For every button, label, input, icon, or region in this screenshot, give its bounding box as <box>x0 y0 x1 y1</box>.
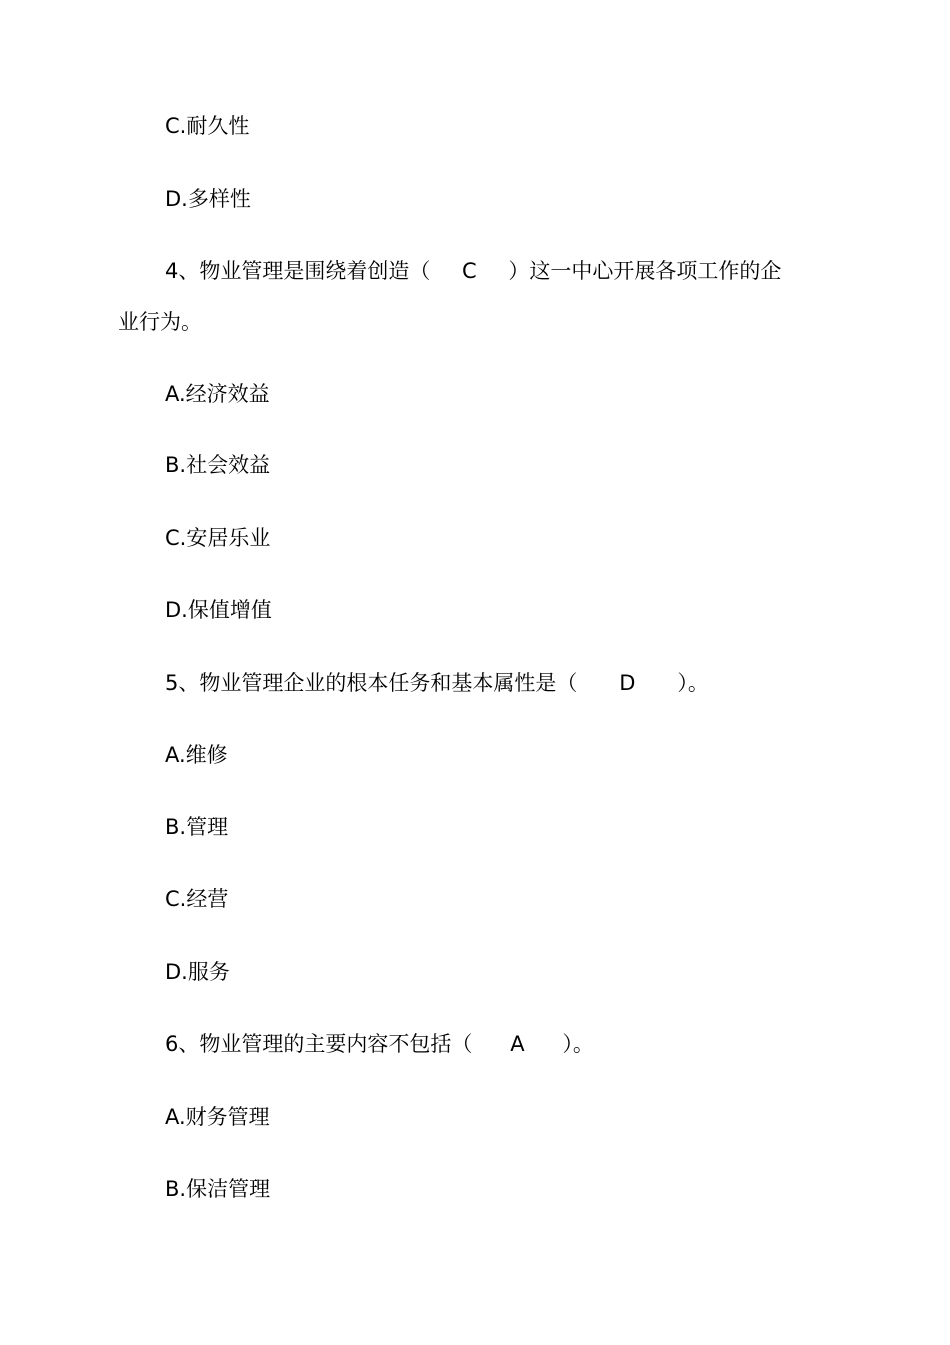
q4-option-c: C.安居乐业 <box>165 526 271 550</box>
q5-option-c: C.经营 <box>165 887 229 911</box>
q5-answer: D <box>619 671 636 695</box>
q3-option-d: D.多样性 <box>165 187 251 211</box>
q3-option-c: C.耐久性 <box>165 114 250 138</box>
q5-option-a: A.维修 <box>165 743 228 767</box>
q4-stem-continuation: 业行为。 <box>118 310 202 334</box>
q5-option-b: B.管理 <box>165 815 229 839</box>
q4-option-d: D.保值增值 <box>165 598 272 622</box>
q5-stem-before: 5、物业管理企业的根本任务和基本属性是（ <box>165 671 578 695</box>
q5-option-d: D.服务 <box>165 960 230 984</box>
q6-stem <box>165 1031 594 1057</box>
q6-answer: A <box>510 1032 525 1056</box>
q4-stem <box>165 258 781 284</box>
q6-option-b: B.保洁管理 <box>165 1177 271 1201</box>
q4-option-a: A.经济效益 <box>165 382 270 406</box>
q4-stem-after: ）这一中心开展各项工作的企 <box>508 259 782 283</box>
q6-stem-after: ）。 <box>562 1032 594 1056</box>
q6-option-a: A.财务管理 <box>165 1105 270 1129</box>
q4-stem-before: 4、物业管理是围绕着创造（ <box>165 259 431 283</box>
q6-stem-before: 6、物业管理的主要内容不包括（ <box>165 1032 473 1056</box>
q5-stem <box>165 670 709 696</box>
q4-option-b: B.社会效益 <box>165 453 271 477</box>
q5-stem-after: ）。 <box>677 671 709 695</box>
q4-answer: C <box>462 259 477 283</box>
